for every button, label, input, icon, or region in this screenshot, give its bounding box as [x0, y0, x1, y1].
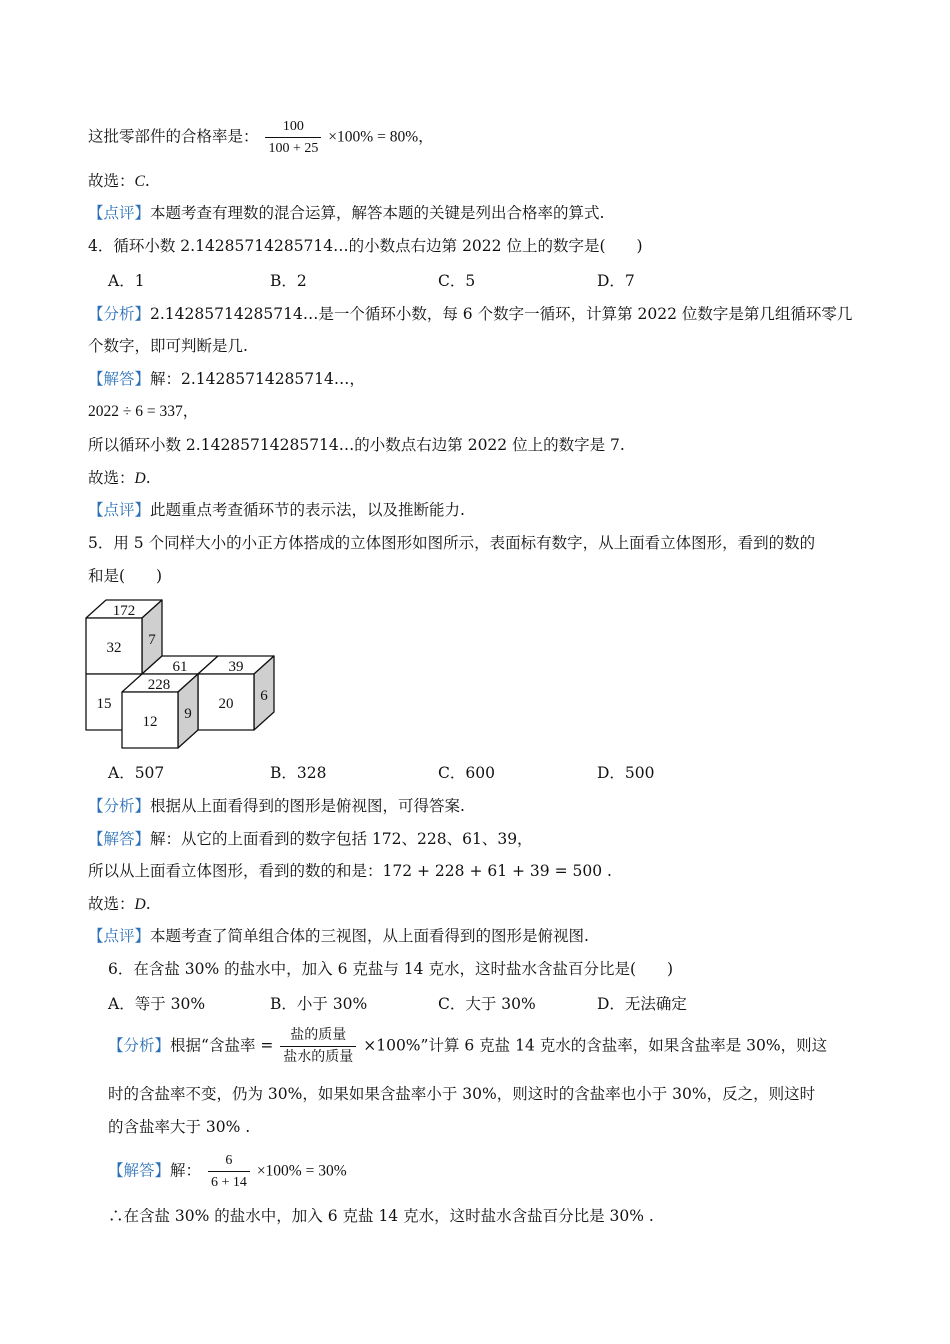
num-32: 32 — [106, 640, 122, 656]
num-15: 15 — [96, 696, 112, 712]
q6-solution-fraction — [208, 1152, 250, 1191]
q5-comment-tag: 【点评】 — [88, 927, 151, 945]
num-172: 172 — [112, 603, 136, 619]
q4-choose-line — [88, 467, 151, 490]
q6-analysis-numerator: 盐的质量 — [280, 1027, 356, 1047]
q6-solution-line — [108, 1152, 347, 1191]
num-7: 7 — [148, 632, 156, 648]
q5-stem-line1: 5．用 5 个同样大小的小正方体搭成的立体图形如图所示，表面标有数字，从上面看立体图形，看到的数的 — [88, 534, 816, 552]
q6-analysis-line3: 的含盐率大于 30% . — [108, 1118, 251, 1136]
q6-option-a: A．等于 30% — [108, 995, 206, 1013]
q6-solution-post: ×100% = 30% — [256, 1162, 347, 1180]
q6-analysis-post: ×100%”计算 6 克盐 14 克水的含盐率，如果含盐率是 30%，则这 — [363, 1036, 828, 1055]
q4-choose-value: D — [134, 470, 146, 487]
q3-rate-numerator: 100 — [265, 118, 321, 138]
q5-analysis-text: 根据从上面看得到的图形是俯视图，可得答案. — [150, 797, 465, 815]
q4-choose-end: . — [145, 469, 151, 487]
q4-solution-line2: 2022 ÷ 6 = 337， — [88, 403, 199, 420]
q3-choose-end: . — [144, 172, 150, 190]
q5-option-d: D．500 — [597, 764, 655, 782]
cube-figure — [80, 596, 285, 756]
q3-comment-line — [88, 202, 604, 224]
q6-solution-pre: 解： — [170, 1161, 202, 1180]
q6-analysis-denominator: 盐水的质量 — [283, 1049, 354, 1065]
q5-comment-line — [88, 925, 589, 947]
q4-analysis-line2: 个数字，即可判断是几. — [88, 337, 248, 355]
q4-solution-text1: 解：2.14285714285714…， — [150, 370, 365, 388]
q5-analysis-tag: 【分析】 — [88, 797, 151, 815]
q4-option-b: B．2 — [270, 272, 307, 290]
q5-solution-tag: 【解答】 — [88, 830, 151, 848]
q5-solution-line2: 所以从上面看立体图形，看到的数的和是：172 + 228 + 61 + 39 = 500 . — [88, 862, 612, 880]
q6-solution-numerator: 6 — [208, 1152, 250, 1172]
q4-option-d: D．7 — [597, 272, 635, 290]
q4-solution-line3: 所以循环小数 2.14285714285714…的小数点右边第 2022 位上的数字是 7. — [88, 436, 625, 454]
num-6: 6 — [260, 688, 268, 704]
q4-solution-tag: 【解答】 — [88, 370, 151, 388]
q5-option-b: B．328 — [270, 764, 327, 782]
num-9: 9 — [184, 706, 192, 722]
q4-solution-line1 — [88, 368, 365, 390]
q4-comment-line — [88, 499, 465, 521]
q3-choose-line — [88, 170, 150, 193]
q6-analysis-line1 — [108, 1027, 827, 1066]
q5-comment-text: 本题考查了简单组合体的三视图，从上面看得到的图形是俯视图. — [150, 927, 589, 945]
q6-stem: 6．在含盐 30% 的盐水中，加入 6 克盐与 14 克水，这时盐水含盐百分比是( ) — [108, 960, 674, 978]
q3-rate-suffix: ×100% = 80%， — [328, 128, 434, 146]
num-20: 20 — [218, 696, 234, 712]
q4-analysis-tag: 【分析】 — [88, 305, 151, 323]
q3-rate-fraction — [265, 118, 321, 157]
q5-analysis-line — [88, 795, 465, 817]
q6-option-d: D．无法确定 — [597, 995, 687, 1013]
q5-stem-line2: 和是( ) — [88, 567, 163, 585]
q3-choose-value: C — [134, 173, 145, 190]
q5-solution-text1: 解：从它的上面看到的数字包括 172、228、61、39， — [150, 830, 533, 848]
q6-analysis-tag: 【分析】 — [108, 1036, 171, 1055]
q5-option-c: C．600 — [438, 764, 495, 782]
num-12: 12 — [142, 714, 158, 730]
q6-option-c: C．大于 30% — [438, 995, 536, 1013]
num-39: 39 — [228, 659, 244, 675]
q4-comment-text: 此题重点考查循环节的表示法，以及推断能力. — [150, 501, 465, 519]
q6-conclusion: ∴在含盐 30% 的盐水中，加入 6 克盐 14 克水，这时盐水含盐百分比是 30% . — [108, 1207, 654, 1225]
q4-comment-tag: 【点评】 — [88, 501, 151, 519]
q3-comment-tag: 【点评】 — [88, 204, 151, 222]
q3-rate-prefix: 这批零部件的合格率是： — [88, 127, 259, 146]
q4-option-a: A．1 — [108, 272, 145, 290]
num-228: 228 — [147, 677, 171, 693]
q4-analysis-text1: 2.14285714285714…是一个循环小数，每 6 个数字一循环，计算第 2022 位数字是第几组循环零几 — [150, 305, 853, 323]
q3-rate-denominator: 100 + 25 — [268, 141, 319, 156]
q6-solution-denominator: 6 + 14 — [210, 1175, 247, 1190]
q5-option-a: A．507 — [108, 764, 165, 782]
q5-choose-value: D — [134, 896, 146, 913]
q5-solution-line1 — [88, 828, 533, 850]
q6-analysis-line2: 时的含盐率不变，仍为 30%，如果如果含盐率小于 30%，则这时的含盐率也小于 30%，反之，则这时 — [108, 1085, 816, 1103]
num-61: 61 — [172, 659, 188, 675]
q4-analysis-line1 — [88, 303, 852, 325]
q4-choose-label: 故选： — [88, 469, 135, 487]
q3-rate-line — [88, 118, 434, 157]
q3-choose-label: 故选： — [88, 172, 135, 190]
q5-choose-line — [88, 893, 151, 916]
q3-comment-text: 本题考查有理数的混合运算，解答本题的关键是列出合格率的算式. — [150, 204, 605, 222]
q4-option-c: C．5 — [438, 272, 476, 290]
q4-stem: 4．循环小数 2.14285714285714…的小数点右边第 2022 位上的数字是( ) — [88, 237, 643, 255]
q6-solution-tag: 【解答】 — [108, 1161, 171, 1180]
q5-choose-label: 故选： — [88, 895, 135, 913]
q6-analysis-pre: 根据“含盐率 = — [170, 1036, 274, 1055]
q6-analysis-fraction — [280, 1027, 356, 1066]
q6-option-b: B．小于 30% — [270, 995, 368, 1013]
q5-choose-end: . — [145, 895, 151, 913]
